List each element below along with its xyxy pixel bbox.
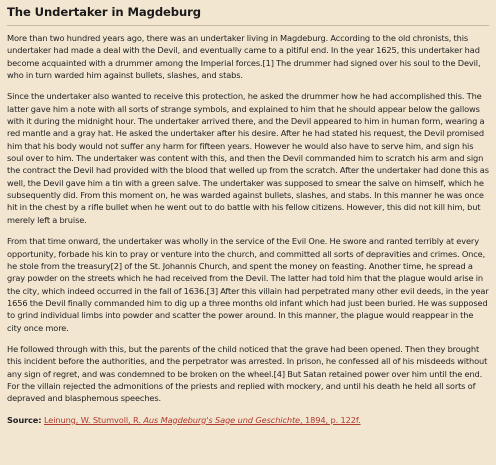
source-link-authors: Leinung, W. Stumvoll, R. [43,414,144,425]
paragraph-4: He followed through with this, but the parents of the child noticed that the grave had been opened. Then they brought this incident before the authorities, and the perpetrator was arrested. In prison, he confessed all of his misdeeds without any sign of regret, and was condemned to be broken on the wheel.[4] But Satan retained power over him until the end. For the villain rejected the admonitions of the priests and replied with mockery, and until his death he held all sorts of depraved and blasphemous speeches. [7,343,488,404]
paragraph-2: Since the undertaker also wanted to receive this protection, he asked the drummer how he had accomplished this. The latter gave him a note with all sorts of strange symbols, and explained to him that he should appear below the gallows with it during the midnight hour. The undertaker arrived there, and the Devil appeared to him in human form, wearing a red mantle and a gray hat. He asked the undertaker after his desire. After he had stated his request, the Devil promised him that his body would not suffer any harm for fifteen years. However he would also have to serve him, and sign his soul over to him. The undertaker was content with this, and then the Devil commanded him to scratch his arm and sign the contract the Devil had provided with the blood that welled up from the scratch. After the undertaker had done this as well, the Devil gave him a tin with a green salve. The undertaker was supposed to smear the salve on himself, which he subsequently did. From this moment on, he was warded against bullets, slashes, and stabs. In this manner he was once hit in the chest by a rifle bullet when he went out to do battle with his fellow citizens. However, this did not kill him, but merely left a bruise. [7,91,489,225]
source-link-details: , 1894, p. 122f. [300,414,361,425]
paragraph-3: From that time onward, the undertaker was wholly in the service of the Evil One. He swore and ranted terribly at every opportunity, forbade his kin to pray or venture into the church, and committed all sorts of depravities and crimes. Once, he stole from the treasury[2] of the St. Johannis Church, and spent the money on feasting. Another time, he spread a gray powder on the streets which he had received from the Devil. The latter had told him that the plague would arise in the city, which indeed occurred in the fall of 1636.[3] After this villain had perpetrated many other evil deeds, in the year 1656 the Devil finally commanded him to dig up a three months old infant which had just been buried. He was supposed to grind individual limbs into powder and scatter the power around. In this manner, the plague would reappear in the city once more. [7,236,489,333]
title-divider [7,25,489,26]
page-title: The Undertaker in Magdeburg [7,5,201,19]
source-link-title: Aus Magdeburg's Sage und Geschichte [143,414,301,425]
source-link[interactable] [44,415,361,425]
source-citation [7,414,489,426]
paragraph-1: More than two hundred years ago, there was an undertaker living in Magdeburg. According to the old chronists, this undertaker had made a deal with the Devil, and eventually came to a pitiful end. In the year 1625, this undertaker had become acquainted with a drummer among the Imperial forces.[1] The drummer had signed over his soul to the Devil, who in turn warded him against bullets, slashes, and stabs. [7,33,481,81]
source-label: Source: [7,414,42,425]
